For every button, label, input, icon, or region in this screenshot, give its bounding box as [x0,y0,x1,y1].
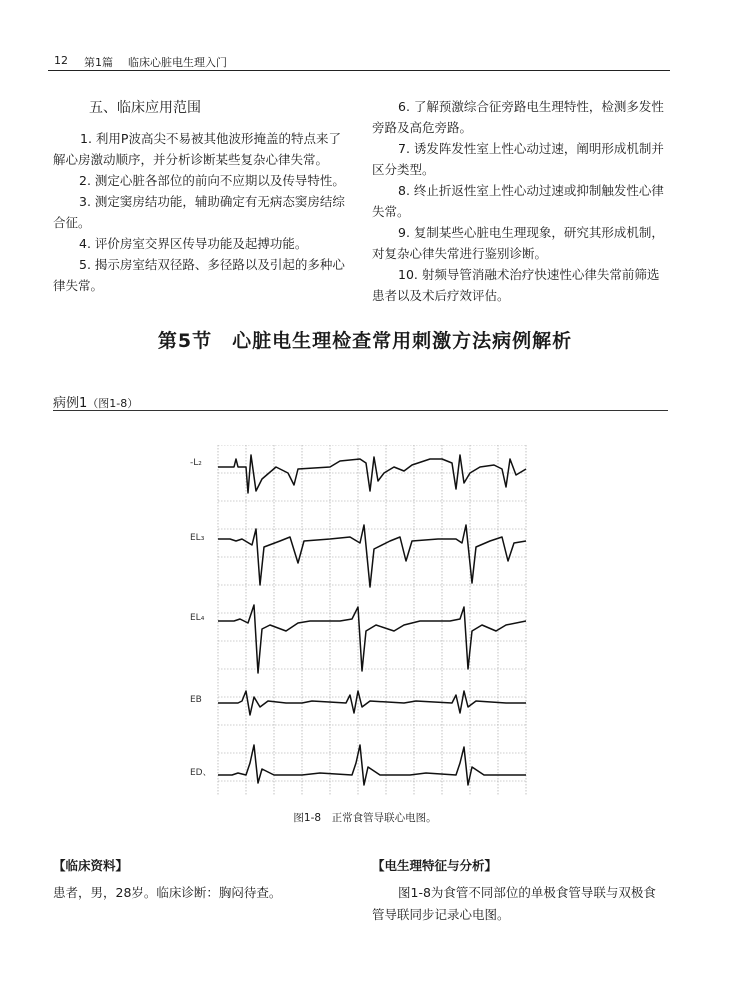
left-column [53,96,351,296]
ecg-trace [218,691,526,715]
lead-label: EL₄ [190,613,205,623]
lead-label: EB [190,695,202,705]
part-label: 第1篇 [84,56,113,69]
ecg-tracings [190,445,530,800]
list-item: 6. 了解预激综合征旁路电生理特性，检测多发性旁路及高危旁路。 [372,99,664,135]
figure-caption-text: 正常食管导联心电图。 [331,812,437,824]
running-header [48,52,670,71]
clinical-data-heading: 【临床资料】 [53,858,129,873]
figure-caption [0,810,730,825]
analysis-text: 图1-8为食管不同部位的单极食管导联与双极食管导联同步记录心电图。 [372,885,656,922]
list-item: 2. 测定心脏各部位的前向不应期以及传导特性。 [79,173,345,188]
ecg-trace [218,525,526,587]
ecg-trace [218,455,526,493]
ecg-figure [190,445,530,800]
ecg-trace [218,605,526,673]
book-title: 临床心脏电生理入门 [128,56,227,69]
list-item: 7. 诱发阵发性室上性心动过速，阐明形成机制并区分类型。 [372,141,664,177]
list-item: 9. 复制某些心脏电生理现象，研究其形成机制，对复杂心律失常进行鉴别诊断。 [372,225,664,261]
case-label: 病例1 [53,396,88,411]
section-subheading: 五、临床应用范围 [89,100,201,116]
clinical-data-text: 患者，男，28岁。临床诊断：胸闷待查。 [53,885,282,900]
lead-label: EL₃ [190,533,205,543]
ecg-grid [218,445,526,795]
figure-number: 图1-8 [293,812,322,824]
lead-label: -L₂ [190,458,202,468]
list-item: 1. 利用P波高尖不易被其他波形掩盖的特点来了解心房激动顺序，并分析诊断某些复杂心律失常。 [53,131,341,167]
list-item: 4. 评价房室交界区传导功能及起搏功能。 [79,236,308,251]
lead-label: ED、 [190,768,212,778]
list-item: 3. 测定窦房结功能，辅助确定有无病态窦房结综合征。 [53,194,345,230]
list-item: 8. 终止折返性室上性心动过速或抑制触发性心律失常。 [372,183,664,219]
analysis-heading: 【电生理特征与分析】 [372,858,498,873]
case-heading [53,392,668,411]
list-item: 5. 揭示房室结双径路、多径路以及引起的多种心律失常。 [53,257,345,293]
figure-reference: （图1-8） [87,397,139,410]
ecg-trace [218,745,526,785]
right-column [372,96,668,306]
page-number: 12 [54,54,68,67]
section-title: 第5节 心脏电生理检查常用刺激方法病例解析 [157,330,573,352]
list-item: 10. 射频导管消融术治疗快速性心律失常前筛选患者以及术后疗效评估。 [372,267,660,303]
